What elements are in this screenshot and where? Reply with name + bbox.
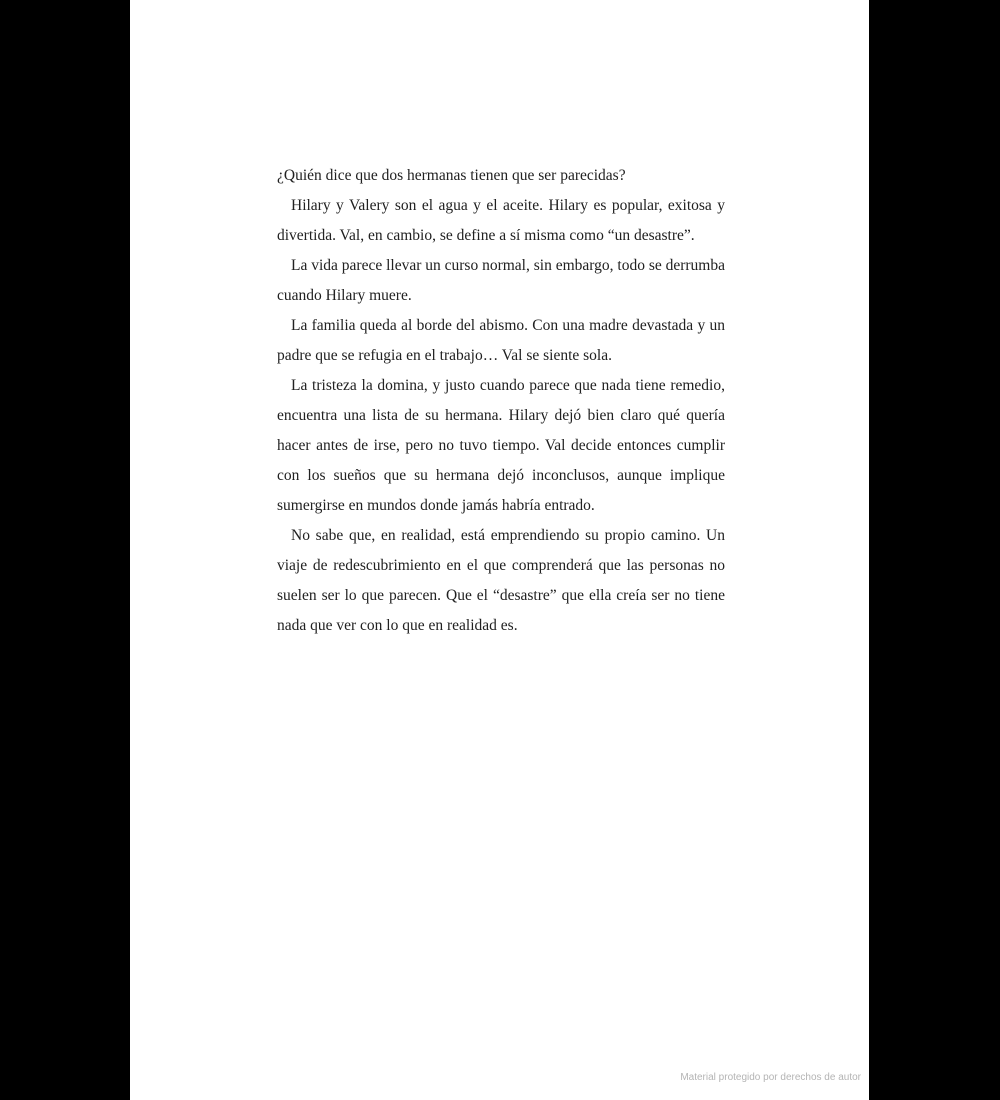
- paragraph: No sabe que, en realidad, está emprendiendo su propio camino. Un viaje de redescubrimiento en el que comprenderá que las personas no suelen ser lo que parecen. Que el “desastre” que ella creía ser no tiene nada que ver con lo que en realidad es.: [277, 527, 725, 634]
- page-text: [277, 161, 725, 641]
- book-page: [130, 0, 869, 1100]
- copyright-watermark: Material protegido por derechos de autor: [680, 1072, 861, 1083]
- paragraph: Hilary y Valery son el agua y el aceite. Hilary es popular, exitosa y divertida. Val, en cambio, se define a sí misma como “un desastre”.: [277, 197, 725, 244]
- paragraph: La vida parece llevar un curso normal, sin embargo, todo se derrumba cuando Hilary muere.: [277, 257, 725, 304]
- paragraph-intro: ¿Quién dice que dos hermanas tienen que ser parecidas?: [277, 167, 626, 184]
- paragraph: La tristeza la domina, y justo cuando parece que nada tiene remedio, encuentra una lista de su hermana. Hilary dejó bien claro qué quería hacer antes de irse, pero no tuvo tiempo. Val decide entonces cumplir con los sueños que su hermana dejó inconclusos, aunque implique sumergirse en mundos donde jamás habría entrado.: [277, 377, 725, 514]
- paragraph: La familia queda al borde del abismo. Con una madre devastada y un padre que se refugia en el trabajo… Val se siente sola.: [277, 317, 725, 364]
